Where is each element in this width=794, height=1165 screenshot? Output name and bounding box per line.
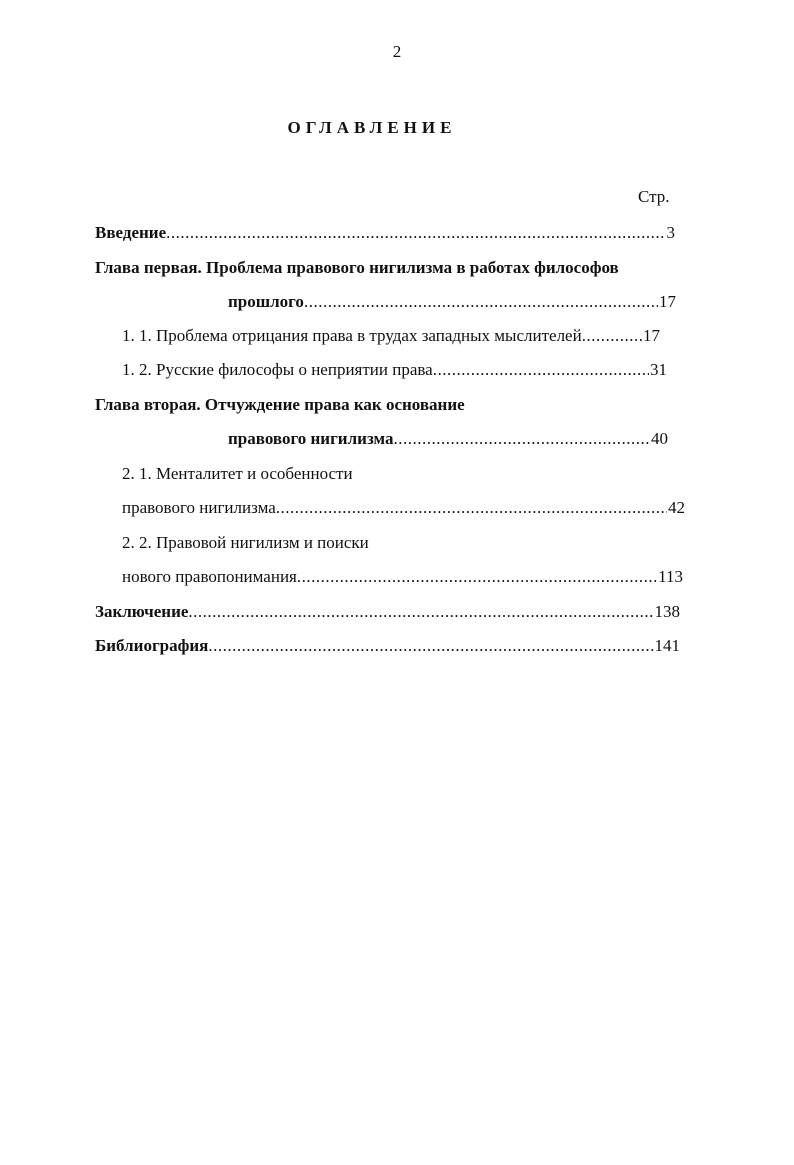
- dot-leader: [166, 222, 665, 244]
- toc-entry-chapter1: [228, 291, 676, 313]
- toc-entry-conclusion: [95, 601, 680, 623]
- toc-title: ОГЛАВЛЕНИЕ: [287, 118, 457, 137]
- dot-leader: [297, 566, 657, 588]
- toc-entry-label: нового правопонимания: [122, 567, 297, 586]
- toc-entry-page: 17: [643, 326, 660, 345]
- dot-leader: [394, 428, 651, 450]
- dot-leader: [304, 291, 658, 313]
- toc-entry-label: Библиография: [95, 636, 209, 655]
- toc-entry-page: 40: [651, 429, 668, 448]
- toc-entry-page: 17: [659, 292, 676, 311]
- toc-entry-page: 3: [666, 223, 675, 242]
- page-column-header: Стр.: [638, 187, 670, 206]
- toc-entry-page: 31: [650, 360, 667, 379]
- dot-leader: [276, 497, 667, 519]
- toc-entry-label: 1. 1. Проблема отрицания права в трудах западных мыслителей: [122, 326, 582, 345]
- toc-entry-chapter2: [228, 428, 668, 450]
- toc-entry-page: 113: [658, 567, 683, 586]
- toc-section-2-1-title: 2. 1. Менталитет и особенности: [122, 464, 353, 483]
- toc-entry-label: правового нигилизма: [122, 498, 276, 517]
- toc-entry-label: прошлого: [228, 292, 304, 311]
- toc-entry-label: Введение: [95, 223, 167, 242]
- toc-entry-label: 1. 2. Русские философы о неприятии права: [122, 360, 433, 379]
- toc-entry-section-2-1: [122, 497, 685, 519]
- toc-entry-page: 42: [668, 498, 685, 517]
- toc-entry-label: Заключение: [95, 602, 189, 621]
- toc-chapter2-title: Глава вторая. Отчуждение права как основание: [95, 395, 465, 414]
- toc-entry-intro: [95, 222, 675, 244]
- toc-entry-section-1-2: [122, 359, 667, 381]
- toc-entry-section-2-2: [122, 566, 683, 588]
- toc-entry-section-1-1: [122, 325, 660, 347]
- toc-entry-page: 141: [654, 636, 680, 655]
- toc-entry-label: правового нигилизма: [228, 429, 394, 448]
- dot-leader: [582, 325, 642, 347]
- toc-section-2-2-title: 2. 2. Правовой нигилизм и поиски: [122, 533, 369, 552]
- dot-leader: [188, 601, 653, 623]
- toc-entry-page: 138: [654, 602, 680, 621]
- page-number: 2: [392, 42, 402, 61]
- dot-leader: [208, 635, 653, 657]
- dot-leader: [433, 359, 649, 381]
- toc-entry-bibliography: [95, 635, 680, 657]
- toc-chapter1-title: Глава первая. Проблема правового нигилизма в работах философов: [95, 258, 619, 277]
